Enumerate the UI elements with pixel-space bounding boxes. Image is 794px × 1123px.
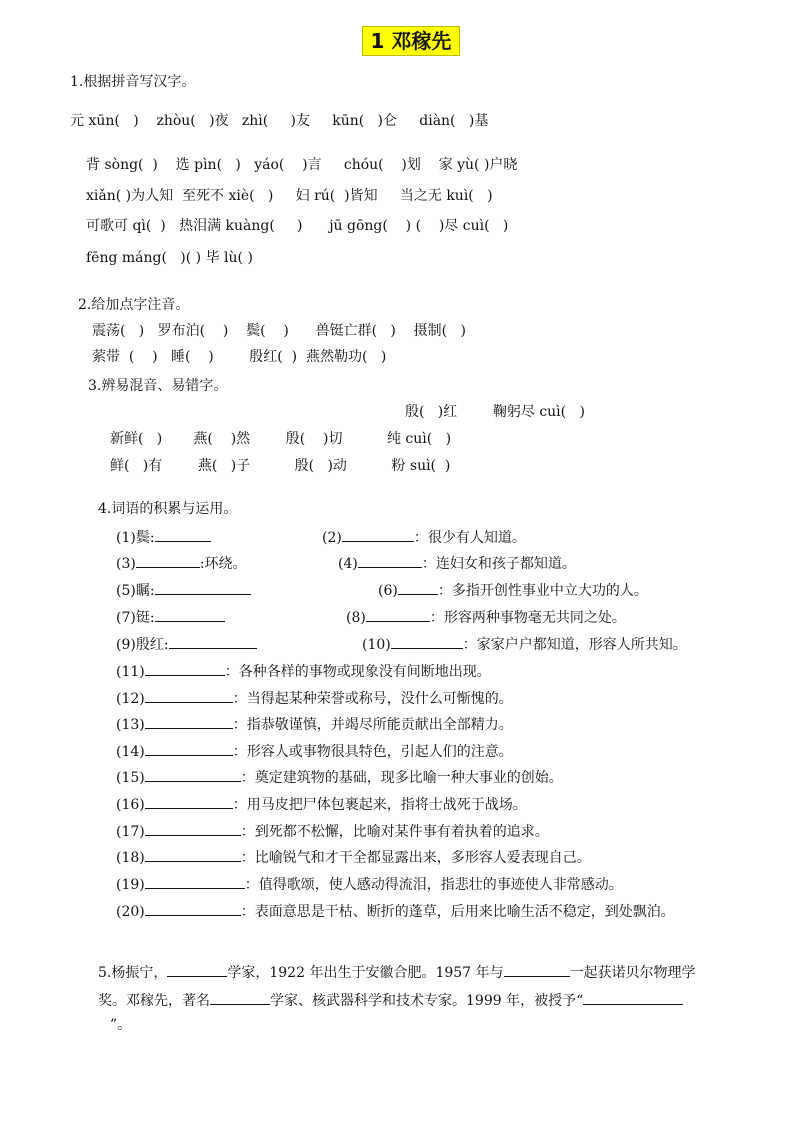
vocab-definition: ：当得起某种荣誉或称号，没什么可惭愧的。 — [232, 691, 513, 707]
vocab-definition: ：连妇女和孩子都知道。 — [421, 556, 576, 572]
vocab-label: (16) — [116, 797, 145, 813]
vocab-label: (11) — [116, 664, 145, 680]
section-1-line-1: 元 xūn( ) zhòu( )夜 zhì( )友 kūn( )仑 diàn( )基 — [70, 113, 489, 129]
section-2-line-2: 萦带 ( ) 睡( ) 殷红( ) 燕然勒功( ) — [92, 349, 387, 365]
answer-blank[interactable] — [145, 821, 241, 836]
vocab-definition: ：奠定建筑物的基础，现多比喻一种大事业的创始。 — [240, 770, 563, 786]
vocab-definition: ：形容人或事物很具特色，引起人们的注意。 — [232, 744, 513, 760]
section-3-line-3: 鲜( )有 燕( )子 殷( )动 粉 suì( ) — [110, 458, 451, 474]
vocab-definition: ：表面意思是干枯、断折的蓬草，后用来比喻生活不稳定，到处飘泊。 — [240, 904, 675, 920]
vocab-definition: ：值得歌颂，使人感动得流泪，指悲壮的事迹使人非常感动。 — [244, 877, 623, 893]
vocab-item-18 — [116, 847, 591, 867]
vocab-label: (8) — [346, 610, 366, 626]
vocab-item-13 — [116, 714, 513, 734]
page-title: 1 邓稼先 — [362, 26, 460, 56]
vocab-definition: ：用马皮把尸体包裹起来，指将士战死于战场。 — [232, 797, 527, 813]
answer-blank[interactable] — [358, 553, 422, 568]
vocab-definition: ：家家户户都知道，形容人所共知。 — [462, 637, 687, 653]
section-1-line-3: xiǎn( )为人知 至死不 xiè( ) 妇 rú( )皆知 当之无 kuì( ) — [86, 188, 493, 204]
answer-blank[interactable] — [145, 794, 233, 809]
vocab-label: (3) — [116, 556, 136, 572]
vocab-label: (14) — [116, 744, 145, 760]
vocab-item-7 — [116, 607, 225, 627]
answer-blank[interactable] — [155, 527, 211, 542]
answer-blank[interactable] — [145, 741, 233, 756]
section-5-text: 学家、核武器科学和技术专家。1999 年，被授予“ — [270, 993, 584, 1009]
answer-blank[interactable] — [583, 990, 683, 1005]
answer-blank[interactable] — [136, 553, 200, 568]
vocab-item-20 — [116, 901, 675, 921]
vocab-label: (19) — [116, 877, 145, 893]
answer-blank[interactable] — [145, 901, 241, 916]
vocab-label: (1)鬓: — [116, 530, 155, 546]
vocab-label: (20) — [116, 904, 145, 920]
section-1-line-4: 可歌可 qì( ) 热泪满 kuàng( ) jū gōng( ) ( )尽 cuì( ) — [86, 218, 509, 234]
vocab-label: (5)瞩: — [116, 583, 155, 599]
vocab-label: (15) — [116, 770, 145, 786]
vocab-label: (10) — [362, 637, 391, 653]
vocab-item-1 — [116, 527, 211, 547]
section-1-line-2: 背 sòng( ) 选 pìn( ) yáo( )言 chóu( )划 家 yù( )户晓 — [86, 157, 518, 173]
answer-blank[interactable] — [145, 847, 241, 862]
vocab-item-16 — [116, 794, 527, 814]
answer-blank[interactable] — [145, 714, 233, 729]
vocab-label: (17) — [116, 824, 145, 840]
answer-blank[interactable] — [342, 527, 414, 542]
section-5-text: 一起获诺贝尔物理学 — [569, 965, 696, 981]
vocab-item-5 — [116, 580, 251, 600]
answer-blank[interactable] — [145, 688, 233, 703]
vocab-label: (9)殷红: — [116, 637, 169, 653]
vocab-definition: ：比喻锐气和才干全都显露出来，多形容人爱表现自己。 — [240, 850, 591, 866]
section-3-line-2: 新鲜( ) 燕( )然 殷( )切 纯 cuì( ) — [110, 431, 452, 447]
vocab-item-15 — [116, 767, 563, 787]
section-2-heading: 2.给加点字注音。 — [78, 297, 190, 313]
answer-blank[interactable] — [167, 962, 227, 977]
vocab-item-2 — [322, 527, 526, 547]
vocab-item-8 — [346, 607, 626, 627]
answer-blank[interactable] — [145, 661, 225, 676]
vocab-item-9 — [116, 634, 257, 654]
vocab-item-4 — [338, 553, 576, 573]
vocab-definition: ：各种各样的事物或现象没有间断地出现。 — [224, 664, 491, 680]
vocab-item-6 — [378, 580, 648, 600]
vocab-definition: ：到死都不松懈，比喻对某件事有着执着的追求。 — [240, 824, 549, 840]
section-5-text: 学家，1922 年出生于安徽合肥。1957 年与 — [227, 965, 504, 981]
section-1-line-5: fēng máng( )( ) 毕 lù( ) — [86, 250, 253, 266]
vocab-item-10 — [362, 634, 687, 654]
answer-blank[interactable] — [398, 580, 438, 595]
vocab-item-17 — [116, 821, 549, 841]
vocab-item-11 — [116, 661, 491, 681]
vocab-label: (12) — [116, 691, 145, 707]
vocab-item-3 — [116, 553, 247, 573]
section-4-heading: 4.词语的积累与运用。 — [98, 501, 238, 517]
vocab-definition: ：多指开创性事业中立大功的人。 — [437, 583, 648, 599]
section-5-line-1 — [98, 962, 696, 982]
section-3-line-1: 殷( )红 鞠躬尽 cuì( ) — [405, 404, 585, 420]
section-1-heading: 1.根据拼音写汉字。 — [70, 74, 196, 90]
section-5-text: 5.杨振宁， — [98, 965, 168, 981]
vocab-label: (13) — [116, 717, 145, 733]
section-2-line-1: 震荡( ) 罗布泊( ) 鬓( ) 兽铤亡群( ) 摄制( ) — [92, 323, 466, 339]
vocab-item-19 — [116, 874, 623, 894]
section-5-line-3: ”。 — [110, 1017, 132, 1033]
vocab-label: (4) — [338, 556, 358, 572]
answer-blank[interactable] — [366, 607, 430, 622]
answer-blank[interactable] — [155, 580, 251, 595]
section-3-heading: 3.辨易混音、易错字。 — [88, 378, 228, 394]
answer-blank[interactable] — [155, 607, 225, 622]
answer-blank[interactable] — [391, 634, 463, 649]
answer-blank[interactable] — [504, 962, 570, 977]
vocab-item-12 — [116, 688, 513, 708]
vocab-label: (18) — [116, 850, 145, 866]
section-5-line-2 — [98, 990, 683, 1010]
vocab-definition: ：形容两种事物毫无共同之处。 — [429, 610, 626, 626]
vocab-label: (6) — [378, 583, 398, 599]
answer-blank[interactable] — [210, 990, 270, 1005]
vocab-definition: :环绕。 — [199, 556, 247, 572]
vocab-definition: ：很少有人知道。 — [413, 530, 526, 546]
vocab-label: (2) — [322, 530, 342, 546]
answer-blank[interactable] — [145, 767, 241, 782]
vocab-item-14 — [116, 741, 513, 761]
answer-blank[interactable] — [145, 874, 245, 889]
answer-blank[interactable] — [169, 634, 257, 649]
vocab-definition: ：指恭敬谨慎，并竭尽所能贡献出全部精力。 — [232, 717, 513, 733]
vocab-label: (7)铤: — [116, 610, 155, 626]
section-5-text: 奖。邓稼先，著名 — [98, 993, 210, 1009]
